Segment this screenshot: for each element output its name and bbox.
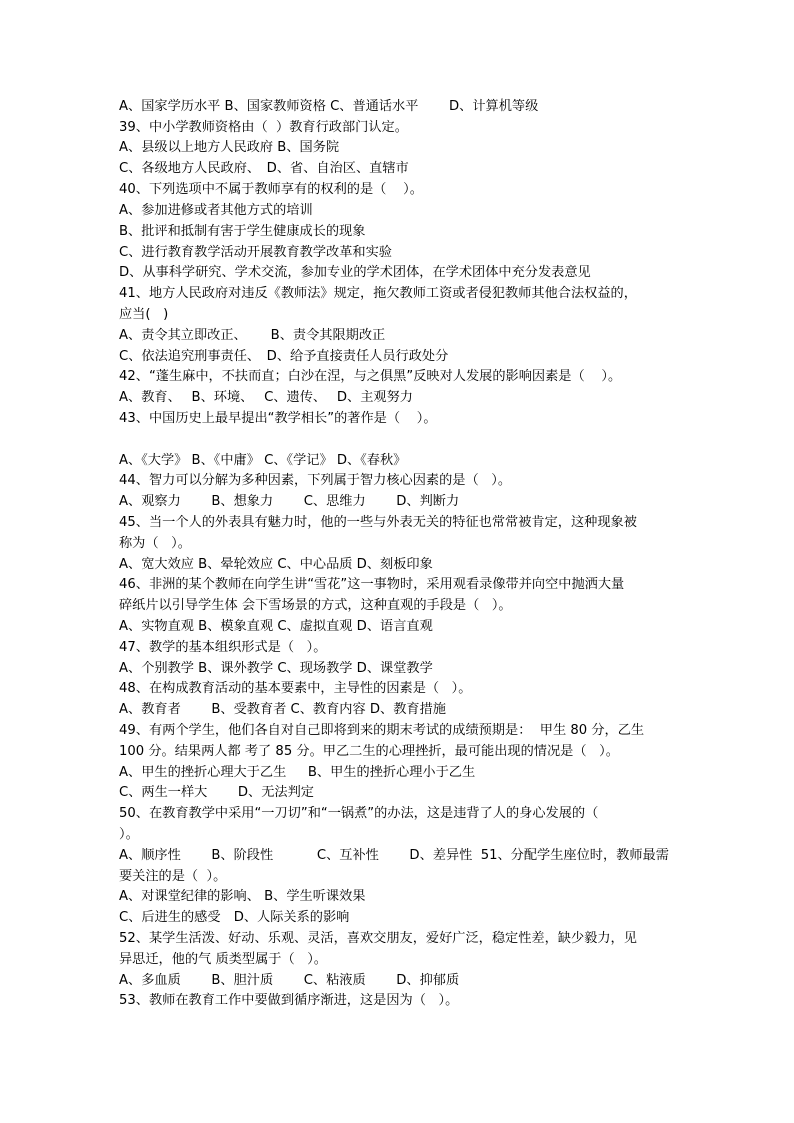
question-45: 45、当一个人的外表具有魅力时，他的一些与外表无关的特征也常常被肯定，这种现象被 bbox=[119, 515, 637, 530]
question-48: 48、在构成教育活动的基本要素中，主导性的因素是（ ）。 bbox=[119, 681, 472, 696]
question-49: 49、有两个学生，他们各自对自己即将到来的期末考试的成绩预期是： 甲生 80 分，乙生 bbox=[119, 723, 645, 738]
answer-options-q49-cd: C、两生一样大 D、无法判定 bbox=[119, 785, 314, 800]
question-43: 43、中国历史上最早提出“教学相长”的著作是（ ）。 bbox=[119, 411, 437, 426]
answer-options-q49-ab: A、甲生的挫折心理大于乙生 B、甲生的挫折心理小于乙生 bbox=[119, 765, 476, 780]
question-51-cont: 要关注的是（ ）。 bbox=[119, 869, 227, 884]
answer-options-q47: A、个别教学 B、课外教学 C、现场教学 D、课堂教学 bbox=[119, 661, 433, 676]
answer-option-q40-a: A、参加进修或者其他方式的培训 bbox=[119, 203, 313, 218]
answer-options-q45: A、宽大效应 B、晕轮效应 C、中心品质 D、刻板印象 bbox=[119, 557, 433, 572]
answer-options-q51-cd: C、后进生的感受 D、人际关系的影响 bbox=[119, 910, 350, 925]
answer-options-q44: A、观察力 B、想象力 C、思维力 D、判断力 bbox=[119, 494, 460, 509]
question-44: 44、智力可以分解为多种因素，下列属于智力核心因素的是（ ）。 bbox=[119, 473, 512, 488]
answer-options-q51-ab: A、对课堂纪律的影响、 B、学生听课效果 bbox=[119, 889, 366, 904]
question-50-cont: ）。 bbox=[119, 827, 139, 842]
question-46-cont: 碎纸片以引导学生体 会下雪场景的方式，这种直观的手段是（ ）。 bbox=[119, 598, 512, 613]
answer-options-q50-question-51: A、顺序性 B、阶段性 C、互补性 D、差异性 51、分配学生座位时，教师最需 bbox=[119, 848, 669, 863]
question-40: 40、下列选项中不属于教师享有的权利的是（ ）。 bbox=[119, 182, 423, 197]
answer-options-q46: A、实物直观 B、模象直观 C、虚拟直观 D、语言直观 bbox=[119, 619, 433, 634]
answer-options-q41-cd: C、依法追究刑事责任、 D、给予直接责任人员行政处分 bbox=[119, 349, 449, 364]
question-41: 41、地方人民政府对违反《教师法》规定，拖欠教师工资或者侵犯教师其他合法权益的， bbox=[119, 286, 637, 301]
question-46: 46、非洲的某个教师在向学生讲“雪花”这一事物时，采用观看录像带并向空中抛洒大量 bbox=[119, 577, 625, 592]
answer-option-q40-b: B、批评和抵制有害于学生健康成长的现象 bbox=[119, 224, 366, 239]
answer-options-q48: A、教育者 B、受教育者 C、教育内容 D、教育措施 bbox=[119, 702, 446, 717]
question-47: 47、教学的基本组织形式是（ ）。 bbox=[119, 640, 327, 655]
question-42: 42、“蓬生麻中，不扶而直；白沙在涅，与之俱黑”反映对人发展的影响因素是（ ）。 bbox=[119, 369, 622, 384]
question-50: 50、在教育教学中采用“一刀切”和“一锅煮”的办法，这是违背了人的身心发展的（ bbox=[119, 806, 599, 821]
answer-options-q39-ab: A、县级以上地方人民政府 B、国务院 bbox=[119, 140, 340, 155]
answer-option-q40-c: C、进行教育教学活动开展教育教学改革和实验 bbox=[119, 245, 392, 260]
question-53: 53、教师在教育工作中要做到循序渐进，这是因为（ ）。 bbox=[119, 993, 459, 1008]
question-39: 39、中小学教师资格由（ ）教育行政部门认定。 bbox=[119, 120, 408, 135]
answer-options-q52: A、多血质 B、胆汁质 C、粘液质 D、抑郁质 bbox=[119, 973, 460, 988]
question-45-cont: 称为（ ）。 bbox=[119, 536, 191, 551]
question-49-cont: 100 分。结果两人都 考了 85 分。甲乙二生的心理挫折，最可能出现的情况是（ ）。 bbox=[119, 744, 619, 759]
answer-options-q38: A、国家学历水平 B、国家教师资格 C、普通话水平 D、计算机等级 bbox=[119, 99, 539, 114]
question-41-cont: 应当( ) bbox=[119, 307, 169, 322]
question-52-cont: 异思迁，他的气 质类型属于（ ）。 bbox=[119, 952, 327, 967]
question-52: 52、某学生活泼、好动、乐观、灵活，喜欢交朋友，爱好广泛，稳定性差，缺少毅力，见 bbox=[119, 931, 637, 946]
answer-options-q42: A、教育、 B、环境、 C、遗传、 D、主观努力 bbox=[119, 390, 413, 405]
answer-options-q41-ab: A、责令其立即改正、 B、责令其限期改正 bbox=[119, 328, 386, 343]
answer-option-q40-d: D、从事科学研究、学术交流，参加专业的学术团体，在学术团体中充分发表意见 bbox=[119, 265, 591, 280]
answer-options-q39-cd: C、各级地方人民政府、 D、省、自治区、直辖市 bbox=[119, 161, 409, 176]
answer-options-q43: A、《大学》 B、《中庸》 C、《学记》 D、《春秋》 bbox=[119, 453, 407, 468]
